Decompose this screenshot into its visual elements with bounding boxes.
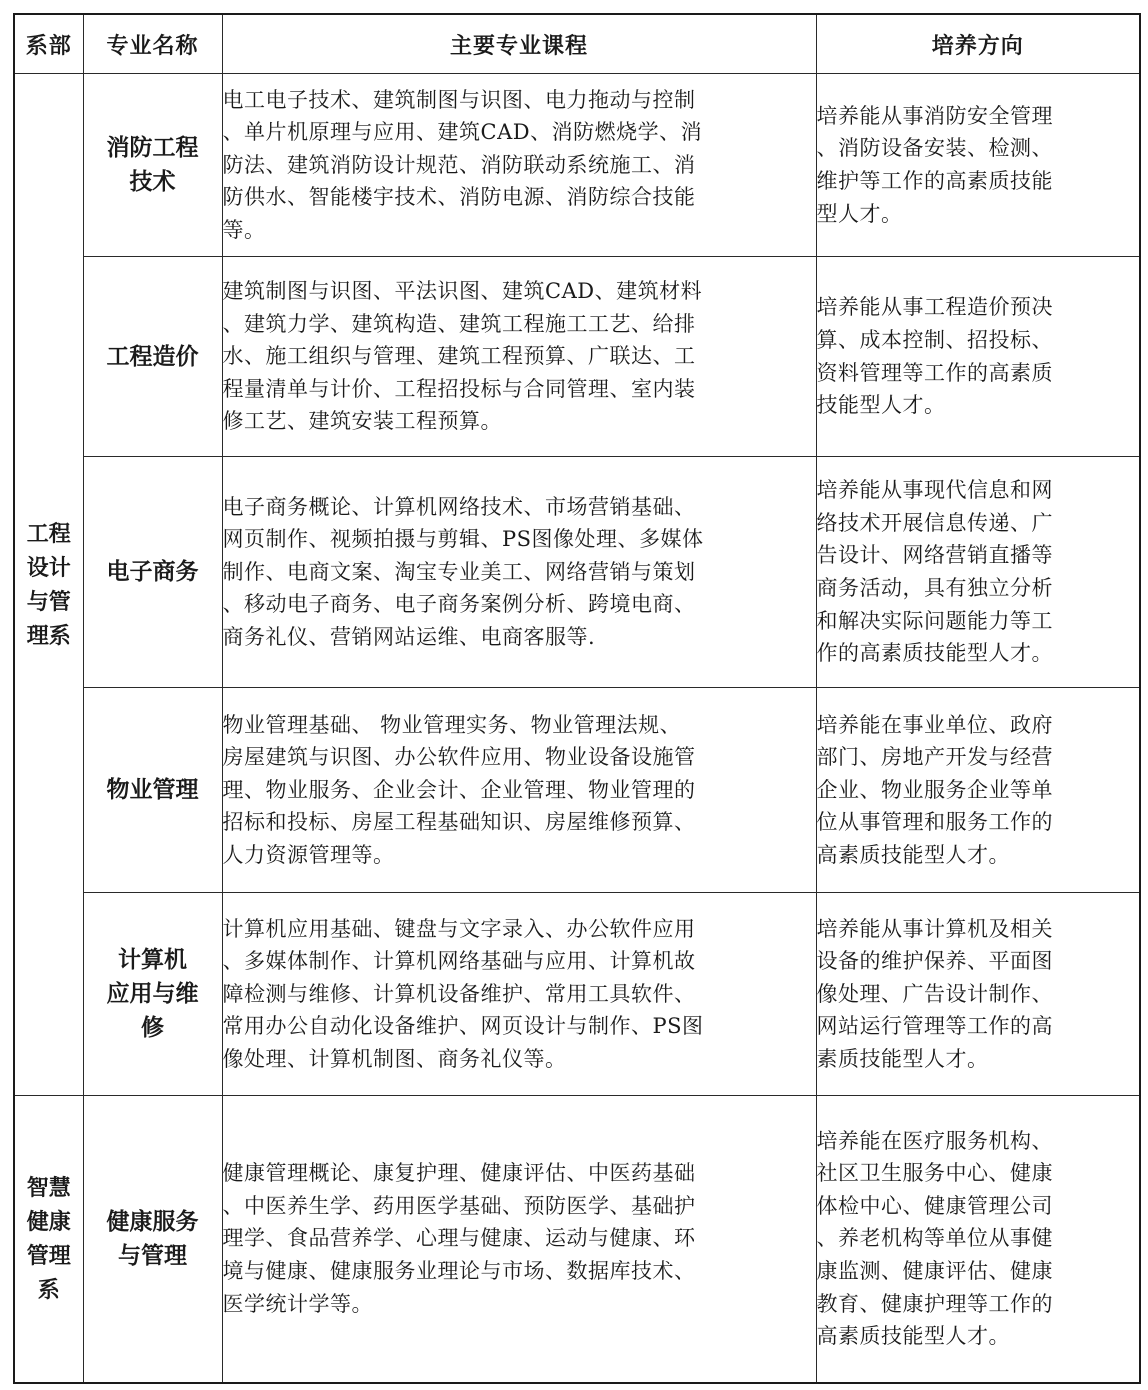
major-name-line: 修	[141, 1014, 164, 1041]
course-line: 防法、建筑消防设计规范、消防联动系统施工、消	[222, 152, 696, 177]
direction-line: 维护等工作的高素质技能	[816, 169, 1053, 193]
direction-cell	[816, 257, 1140, 457]
direction-line: 高素质技能型人才。	[816, 1324, 1010, 1349]
dept-name-line: 管理	[26, 1242, 71, 1269]
dept-cell-smart-health	[14, 1096, 83, 1383]
course-line: 常用办公自动化设备维护、网页设计与制作、PS图	[222, 1014, 704, 1039]
major-name-line: 消防工程	[106, 134, 199, 161]
courses-cell	[222, 457, 816, 688]
direction-cell	[816, 893, 1140, 1096]
direction-line: 资料管理等工作的高素质	[816, 360, 1053, 385]
major-name-line: 计算机	[118, 946, 187, 973]
direction-line: 告设计、网络营销直播等	[816, 543, 1053, 568]
major-cell-computer-maintenance	[83, 893, 222, 1096]
course-line: 、单片机原理与应用、建筑CAD、消防燃烧学、消	[222, 120, 703, 145]
direction-line: 部门、房地产开发与经营	[816, 745, 1053, 770]
courses-cell	[222, 74, 816, 257]
courses-cell	[222, 688, 816, 893]
major-cell-cost-engineering	[83, 257, 222, 457]
direction-line: 、养老机构等单位从事健	[816, 1226, 1053, 1251]
course-line: 等。	[222, 217, 266, 242]
direction-line: 设备的维护保养、平面图	[816, 949, 1053, 974]
direction-line: 培养能在医疗服务机构、	[816, 1128, 1053, 1153]
courses-cell	[222, 257, 816, 457]
direction-line: 像处理、广告设计制作、	[816, 981, 1053, 1006]
major-name-line: 物业管理	[106, 776, 199, 803]
header-row	[14, 14, 1140, 74]
majors-table-wrapper	[13, 13, 1141, 1384]
dept-name-line: 系	[37, 1276, 60, 1303]
major-name-line: 应用与维	[106, 980, 199, 1007]
direction-line: 康监测、健康评估、健康	[816, 1259, 1053, 1284]
course-line: 、移动电子商务、电子商务案例分析、跨境电商、	[222, 592, 696, 617]
course-line: 建筑制图与识图、平法识图、建筑CAD、建筑材料	[222, 279, 703, 304]
course-line: 像处理、计算机制图、商务礼仪等。	[222, 1046, 567, 1071]
course-line: 医学统计学等。	[222, 1291, 373, 1316]
table-row	[14, 457, 1140, 688]
table-row	[14, 257, 1140, 457]
major-name-line: 工程造价	[106, 342, 199, 370]
major-name-line: 与管理	[118, 1241, 187, 1269]
majors-table	[13, 13, 1141, 1384]
course-line: 商务礼仪、营销网站运维、电商客服等.	[222, 624, 596, 649]
course-line: 、建筑力学、建筑构造、建筑工程施工工艺、给排	[222, 311, 696, 336]
course-line: 网页制作、视频拍摄与剪辑、PS图像处理、多媒体	[222, 527, 704, 552]
course-line: 招标和投标、房屋工程基础知识、房屋维修预算、	[222, 810, 696, 835]
major-cell-ecommerce	[83, 457, 222, 688]
course-line: 物业管理基础、 物业管理实务、物业管理法规、	[222, 712, 682, 737]
table-row	[14, 688, 1140, 893]
course-line: 健康管理概论、康复护理、健康评估、中医药基础	[222, 1161, 696, 1186]
courses-cell	[222, 1096, 816, 1383]
major-cell-health-services	[83, 1096, 222, 1383]
course-line: 水、施工组织与管理、建筑工程预算、广联达、工	[222, 344, 696, 369]
course-line: 电工电子技术、建筑制图与识图、电力拖动与控制	[222, 87, 696, 112]
direction-cell	[816, 74, 1140, 257]
table-row	[14, 893, 1140, 1096]
direction-line: 培养能从事消防安全管理	[816, 103, 1053, 128]
header-direction: 培养方向	[816, 14, 1140, 74]
major-name-line: 技术	[129, 168, 176, 195]
course-line: 障检测与维修、计算机设备维护、常用工具软件、	[222, 981, 696, 1006]
major-cell-property-management	[83, 688, 222, 893]
dept-cell-engineering	[14, 74, 83, 1096]
direction-cell	[816, 457, 1140, 688]
direction-line: 型人才。	[816, 201, 903, 226]
direction-cell	[816, 688, 1140, 893]
dept-name-line: 工程	[26, 520, 71, 547]
course-line: 理学、食品营养学、心理与健康、运动与健康、环	[222, 1226, 696, 1251]
course-line: 人力资源管理等。	[222, 842, 395, 867]
dept-name-line: 设计	[26, 554, 71, 581]
dept-name-line: 与管	[26, 588, 71, 615]
course-line: 修工艺、建筑安装工程预算。	[222, 409, 502, 434]
direction-line: 高素质技能型人才。	[816, 842, 1010, 867]
header-major: 专业名称	[83, 14, 222, 74]
course-line: 、中医养生学、药用医学基础、预防医学、基础护	[222, 1193, 696, 1218]
direction-line: 培养能在事业单位、政府	[816, 712, 1053, 737]
major-cell-fire-engineering	[83, 74, 222, 257]
course-line: 境与健康、健康服务业理论与市场、数据库技术、	[222, 1259, 696, 1284]
course-line: 理、物业服务、企业会计、企业管理、物业管理的	[222, 777, 696, 802]
course-line: 制作、电商文案、淘宝专业美工、网络营销与策划	[222, 559, 696, 584]
course-line: 电子商务概论、计算机网络技术、市场营销基础、	[222, 494, 696, 519]
direction-line: 体检中心、健康管理公司	[816, 1193, 1053, 1218]
direction-line: 、消防设备安装、检测、	[816, 136, 1053, 161]
direction-line: 培养能从事工程造价预决	[816, 295, 1053, 320]
direction-line: 商务活动，具有独立分析	[816, 576, 1053, 600]
direction-line: 网站运行管理等工作的高	[816, 1014, 1053, 1039]
header-dept: 系部	[14, 14, 83, 74]
dept-name-line: 智慧	[26, 1174, 71, 1201]
direction-line: 技能型人才。	[816, 393, 946, 418]
header-courses: 主要专业课程	[222, 14, 816, 74]
direction-line: 位从事管理和服务工作的	[816, 810, 1053, 835]
course-line: 、多媒体制作、计算机网络基础与应用、计算机故	[222, 949, 696, 974]
course-line: 防供水、智能楼宇技术、消防电源、消防综合技能	[222, 185, 696, 210]
direction-line: 社区卫生服务中心、健康	[816, 1161, 1053, 1186]
direction-line: 素质技能型人才。	[816, 1046, 989, 1071]
direction-line: 和解决实际问题能力等工	[816, 608, 1053, 633]
direction-line: 络技术开展信息传递、广	[816, 510, 1053, 535]
direction-cell	[816, 1096, 1140, 1383]
direction-line: 教育、健康护理等工作的	[816, 1291, 1053, 1316]
dept-name-line: 健康	[26, 1208, 71, 1235]
direction-line: 作的高素质技能型人才。	[816, 641, 1053, 666]
dept-name-line: 理系	[26, 622, 71, 649]
course-line: 房屋建筑与识图、办公软件应用、物业设备设施管	[222, 745, 696, 770]
direction-line: 培养能从事现代信息和网	[816, 478, 1053, 503]
course-line: 计算机应用基础、键盘与文字录入、办公软件应用	[222, 916, 696, 941]
direction-line: 培养能从事计算机及相关	[816, 916, 1053, 941]
table-row	[14, 74, 1140, 257]
course-line: 程量清单与计价、工程招投标与合同管理、室内装	[222, 376, 696, 401]
courses-cell	[222, 893, 816, 1096]
major-name-line: 电子商务	[106, 558, 199, 585]
table-row	[14, 1096, 1140, 1383]
direction-line: 企业、物业服务企业等单	[816, 777, 1053, 802]
direction-line: 算、成本控制、招投标、	[816, 327, 1053, 352]
major-name-line: 健康服务	[106, 1207, 199, 1235]
